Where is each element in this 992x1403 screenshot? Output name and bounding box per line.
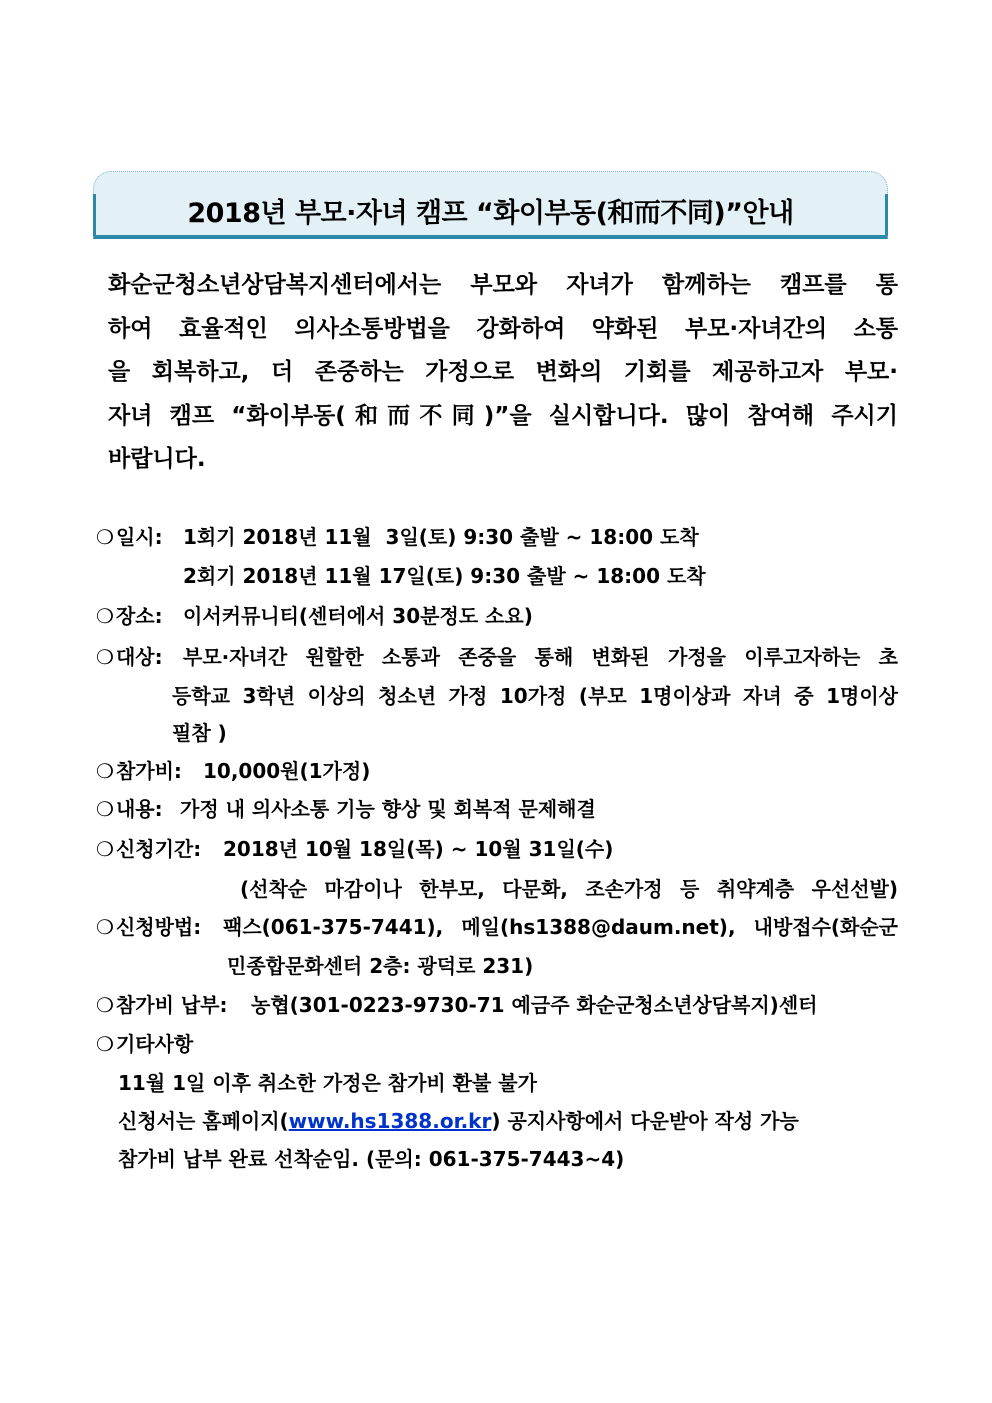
bullet-icon: ❍	[96, 604, 114, 628]
method-line-1-text: 팩스(061-375-7441), 메일(hs1388@daum.net), 내방접수(화순군	[223, 915, 898, 939]
fee-item	[96, 758, 182, 784]
target-line-2	[172, 683, 898, 709]
schedule-label: 일시:	[115, 525, 163, 549]
place-value: 이서커뮤니티(센터에서 30분정도 소요)	[183, 604, 533, 628]
content-label: 내용:	[115, 797, 163, 821]
schedule-item	[96, 524, 163, 550]
etc-line-3: 참가비 납부 완료 선착순임. (문의: 061-375-7443~4)	[118, 1147, 625, 1171]
method-line-2: 민종합문화센터 2층: 광덕로 231)	[227, 954, 534, 978]
payment-item	[96, 992, 228, 1018]
period-item	[96, 836, 201, 862]
intro-line: 화순군청소년상담복지센터에서는 부모와 자녀가 함께하는 캠프를 통	[108, 272, 898, 298]
bullet-icon: ❍	[96, 759, 114, 783]
bullet-icon: ❍	[96, 915, 114, 939]
place-item	[96, 603, 163, 629]
place-label: 장소:	[115, 604, 163, 628]
content-item	[96, 796, 163, 822]
period-line-2	[240, 876, 898, 902]
bullet-icon: ❍	[96, 525, 114, 549]
homepage-link[interactable]: www.hs1388.or.kr	[288, 1109, 492, 1133]
content-value: 가정 내 의사소통 기능 향상 및 회복적 문제해결	[180, 797, 596, 821]
etc-label: 기타사항	[115, 1032, 194, 1056]
bullet-icon: ❍	[96, 645, 114, 669]
period-line-1: 2018년 10월 18일(목) ~ 10월 31일(수)	[223, 837, 614, 861]
intro-line: 하여 효율적인 의사소통방법을 강화하여 약화된 부모·자녀간의 소통	[108, 315, 898, 342]
bullet-icon: ❍	[96, 837, 114, 861]
page-title: 2018년 부모·자녀 캠프 “화이부동(和而不同)”안내	[187, 198, 794, 229]
method-item	[96, 914, 201, 940]
period-line-2-text: (선착순 마감이나 한부모, 다문화, 조손가정 등 취약계층 우선선발)	[240, 877, 898, 901]
target-label: 대상:	[115, 645, 163, 669]
bullet-icon: ❍	[96, 797, 114, 821]
target-line-1-text: 부모·자녀간 원할한 소통과 존중을 통해 변화된 가정을 이루고자하는 초	[183, 645, 898, 669]
payment-label: 참가비 납부:	[115, 993, 228, 1017]
period-label: 신청기간:	[115, 837, 202, 861]
etc-line-2-suffix: ) 공지사항에서 다운받아 작성 가능	[491, 1109, 799, 1133]
schedule-line-2: 2회기 2018년 11월 17일(토) 9:30 출발 ~ 18:00 도착	[183, 564, 706, 588]
target-line-3: 필참 )	[172, 721, 227, 745]
target-line-1	[183, 644, 898, 670]
fee-label: 참가비:	[115, 759, 182, 783]
target-item	[96, 644, 163, 670]
bullet-icon: ❍	[96, 1032, 114, 1056]
etc-item	[96, 1031, 193, 1057]
intro-line: 자녀 캠프 “화이부동(和而不同)”을 실시합니다. 많이 참여해 주시기	[108, 402, 898, 429]
intro-line: 을 회복하고, 더 존중하는 가정으로 변화의 기회를 제공하고자 부모·	[108, 359, 898, 385]
fee-value: 10,000원(1가정)	[203, 759, 371, 783]
schedule-line-1: 1회기 2018년 11월 3일(토) 9:30 출발 ~ 18:00 도착	[183, 525, 699, 549]
method-label: 신청방법:	[115, 915, 202, 939]
intro-line: 바랍니다.	[108, 446, 206, 472]
method-line-1	[223, 914, 898, 940]
target-line-2-text: 등학교 3학년 이상의 청소년 가정 10가정 (부모 1명이상과 자녀 중 1명이상	[172, 684, 898, 708]
etc-line-2	[118, 1108, 799, 1134]
title-box	[93, 171, 888, 239]
intro-paragraph	[108, 264, 898, 482]
payment-value: 농협(301-0223-9730-71 예금주 화순군청소년상담복지)센터	[251, 993, 818, 1017]
etc-line-1: 11월 1일 이후 취소한 가정은 참가비 환불 불가	[118, 1071, 537, 1095]
etc-line-2-prefix: 신청서는 홈페이지(	[118, 1109, 289, 1133]
bullet-icon: ❍	[96, 993, 114, 1017]
